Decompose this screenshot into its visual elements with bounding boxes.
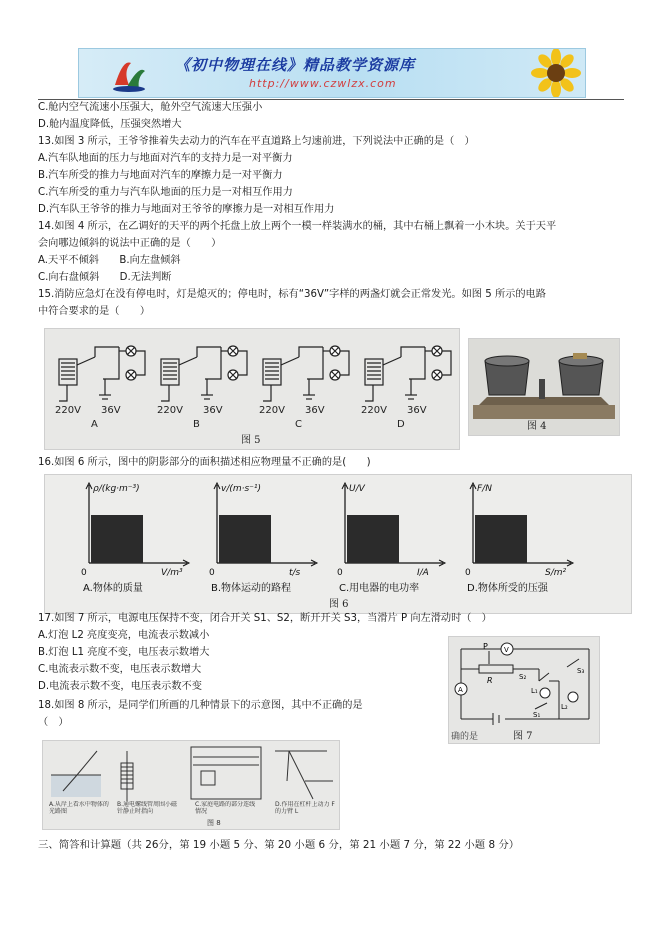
figure-5 [44, 328, 460, 450]
svg-text:R: R [487, 676, 493, 685]
shaded-area [475, 515, 527, 563]
figure-7-circuit [449, 637, 599, 743]
question-13-option-a: A.汽车队地面的压力与地面对汽车的支持力是一对平衡力 [38, 153, 293, 164]
svg-text:S₁: S₁ [533, 711, 541, 719]
svg-text:S₂: S₂ [519, 673, 527, 681]
svg-text:A: A [458, 686, 463, 694]
question-15-stem: 15.消防应急灯在没有停电时，灯是熄灭的；停电时，标有“36V”字样的两盏灯就会正常发光。如图 5 所示的电路 [38, 289, 546, 300]
figure-4-balance [469, 339, 619, 435]
figure-8-caption: 图 8 [207, 819, 221, 827]
logo-icon [109, 55, 149, 93]
x-axis-label: t/s [289, 568, 301, 578]
shaded-area [347, 515, 399, 563]
question-13-option-b: B.汽车所受的推力与地面对汽车的摩擦力是一对平衡力 [38, 170, 283, 181]
circuit-voltage-220-label: 220V [361, 405, 387, 416]
question-14-options-cd: C.向右盘倾斜 D.无法判断 [38, 272, 172, 283]
figure-4 [468, 338, 620, 436]
shaded-area [91, 515, 143, 563]
sunflower-icon [527, 49, 585, 97]
x-axis-label: V/m³ [161, 568, 183, 578]
figure-6-caption: 图 6 [329, 599, 349, 610]
origin-label: 0 [209, 568, 215, 578]
circuit-voltage-36-label: 36V [101, 405, 121, 416]
option-label: D.物体所受的压强 [467, 583, 548, 594]
svg-text:S₃: S₃ [577, 667, 585, 675]
circuit-voltage-220-label: 220V [55, 405, 81, 416]
question-17-option-a: A.灯泡 L2 亮度变亮，电流表示数减小 [38, 630, 210, 641]
question-18-stem: 18.如图 8 所示，是同学们所画的几种情景下的示意图，其中不正确的是 [38, 700, 363, 711]
shaded-area [219, 515, 271, 563]
question-16-stem: 16.如图 6 所示，图中的阴影部分的面积描述相应物理量不正确的是( ) [38, 457, 371, 468]
figure-7 [448, 636, 600, 744]
figure-8-option-a: A.从岸上看水中物体的光路图 [49, 801, 109, 815]
circuit-option-label: D [397, 419, 405, 430]
figure-7-caption: 图 7 [513, 731, 533, 742]
question-14-stem-cont: 会向哪边倾斜的说法中正确的是（ ） [38, 238, 222, 249]
banner-url: http://www.czwlzx.com [249, 77, 397, 90]
question-15-stem-cont: 中符合要求的是（ ） [38, 306, 151, 317]
question-14-stem: 14.如图 4 所示，在乙调好的天平的两个托盘上放上两个一模一样装满水的桶，其中右桶上飘着一小木块。关于天平 [38, 221, 557, 232]
question-13-stem: 13.如图 3 所示，王爷爷推着失去动力的汽车在平直道路上匀速前进，下列说法中正确的是（ ） [38, 136, 475, 147]
figure-7-stray-text: 确的是 [451, 732, 479, 742]
question-12-option-c: C.舱内空气流速小压强大，舱外空气流速大压强小 [38, 102, 263, 113]
question-12-option-d: D.舱内温度降低，压强突然增大 [38, 119, 182, 130]
svg-text:V: V [504, 646, 509, 654]
header-rule [38, 99, 624, 100]
question-17-option-d: D.电流表示数不变，电压表示数不变 [38, 681, 202, 692]
figure-6-graphs [45, 475, 631, 613]
x-axis-label: I/A [417, 568, 429, 578]
y-axis-label: ρ/(kg·m⁻³) [93, 484, 140, 494]
figure-5-circuits [45, 329, 459, 449]
origin-label: 0 [337, 568, 343, 578]
origin-label: 0 [81, 568, 87, 578]
option-label: A.物体的质量 [83, 583, 143, 594]
figure-8-diagrams [43, 741, 339, 829]
y-axis-label: F/N [477, 484, 492, 494]
svg-text:P: P [483, 642, 488, 651]
circuit-voltage-220-label: 220V [259, 405, 285, 416]
circuit-option-label: C [295, 419, 302, 430]
option-label: B.物体运动的路程 [211, 583, 292, 594]
figure-8 [42, 740, 340, 830]
question-17-option-c: C.电流表示数不变，电压表示数增大 [38, 664, 202, 675]
x-axis-label: S/m² [545, 568, 567, 578]
figure-5-caption: 图 5 [241, 435, 261, 446]
circuit-voltage-36-label: 36V [305, 405, 325, 416]
origin-label: 0 [465, 568, 471, 578]
option-label: C.用电器的电功率 [339, 583, 420, 594]
circuit-option-label: A [91, 419, 98, 430]
svg-text:L₁: L₁ [531, 687, 538, 695]
circuit-voltage-36-label: 36V [203, 405, 223, 416]
figure-8-option-c: C.家庭电路的部分连线情况 [195, 801, 256, 815]
lamp-l2-icon [568, 692, 578, 702]
y-axis-label: U/V [349, 484, 365, 494]
question-13-option-d: D.汽车队王爷爷的推力与地面对王爷爷的摩擦力是一对相互作用力 [38, 204, 335, 215]
figure-6 [44, 474, 632, 614]
circuit-voltage-220-label: 220V [157, 405, 183, 416]
question-17-option-b: B.灯泡 L1 亮度不变，电压表示数增大 [38, 647, 210, 658]
banner-title: 《初中物理在线》精品教学资源库 [175, 56, 416, 74]
circuit-voltage-36-label: 36V [407, 405, 427, 416]
figure-4-caption: 图 4 [527, 421, 547, 432]
figure-8-option-b: B.通电螺线管周围小磁针静止时指向 [117, 801, 178, 815]
svg-text:L₂: L₂ [561, 703, 568, 711]
question-17-stem: 17.如图 7 所示，电源电压保持不变，闭合开关 S1、S2，断开开关 S3，当滑片 P 向左滑动时（ ） [38, 613, 492, 624]
y-axis-label: v/(m·s⁻¹) [221, 484, 262, 494]
circuit-option-label: B [193, 419, 200, 430]
header-banner [78, 48, 586, 98]
question-18-stem-cont: （ ） [38, 717, 69, 728]
lamp-l1-icon [540, 688, 550, 698]
question-13-option-c: C.汽车所受的重力与汽车队地面的压力是一对相互作用力 [38, 187, 293, 198]
figure-8-option-d: D.作用在杠杆上动力 F 的力臂 L [275, 801, 335, 815]
question-14-options-ab: A.天平不倾斜 B.向左盘倾斜 [38, 255, 181, 266]
section-3-heading: 三、简答和计算题（共 26分，第 19 小题 5 分、第 20 小题 6 分，第 21 小题 7 分，第 22 小题 8 分） [38, 839, 520, 851]
